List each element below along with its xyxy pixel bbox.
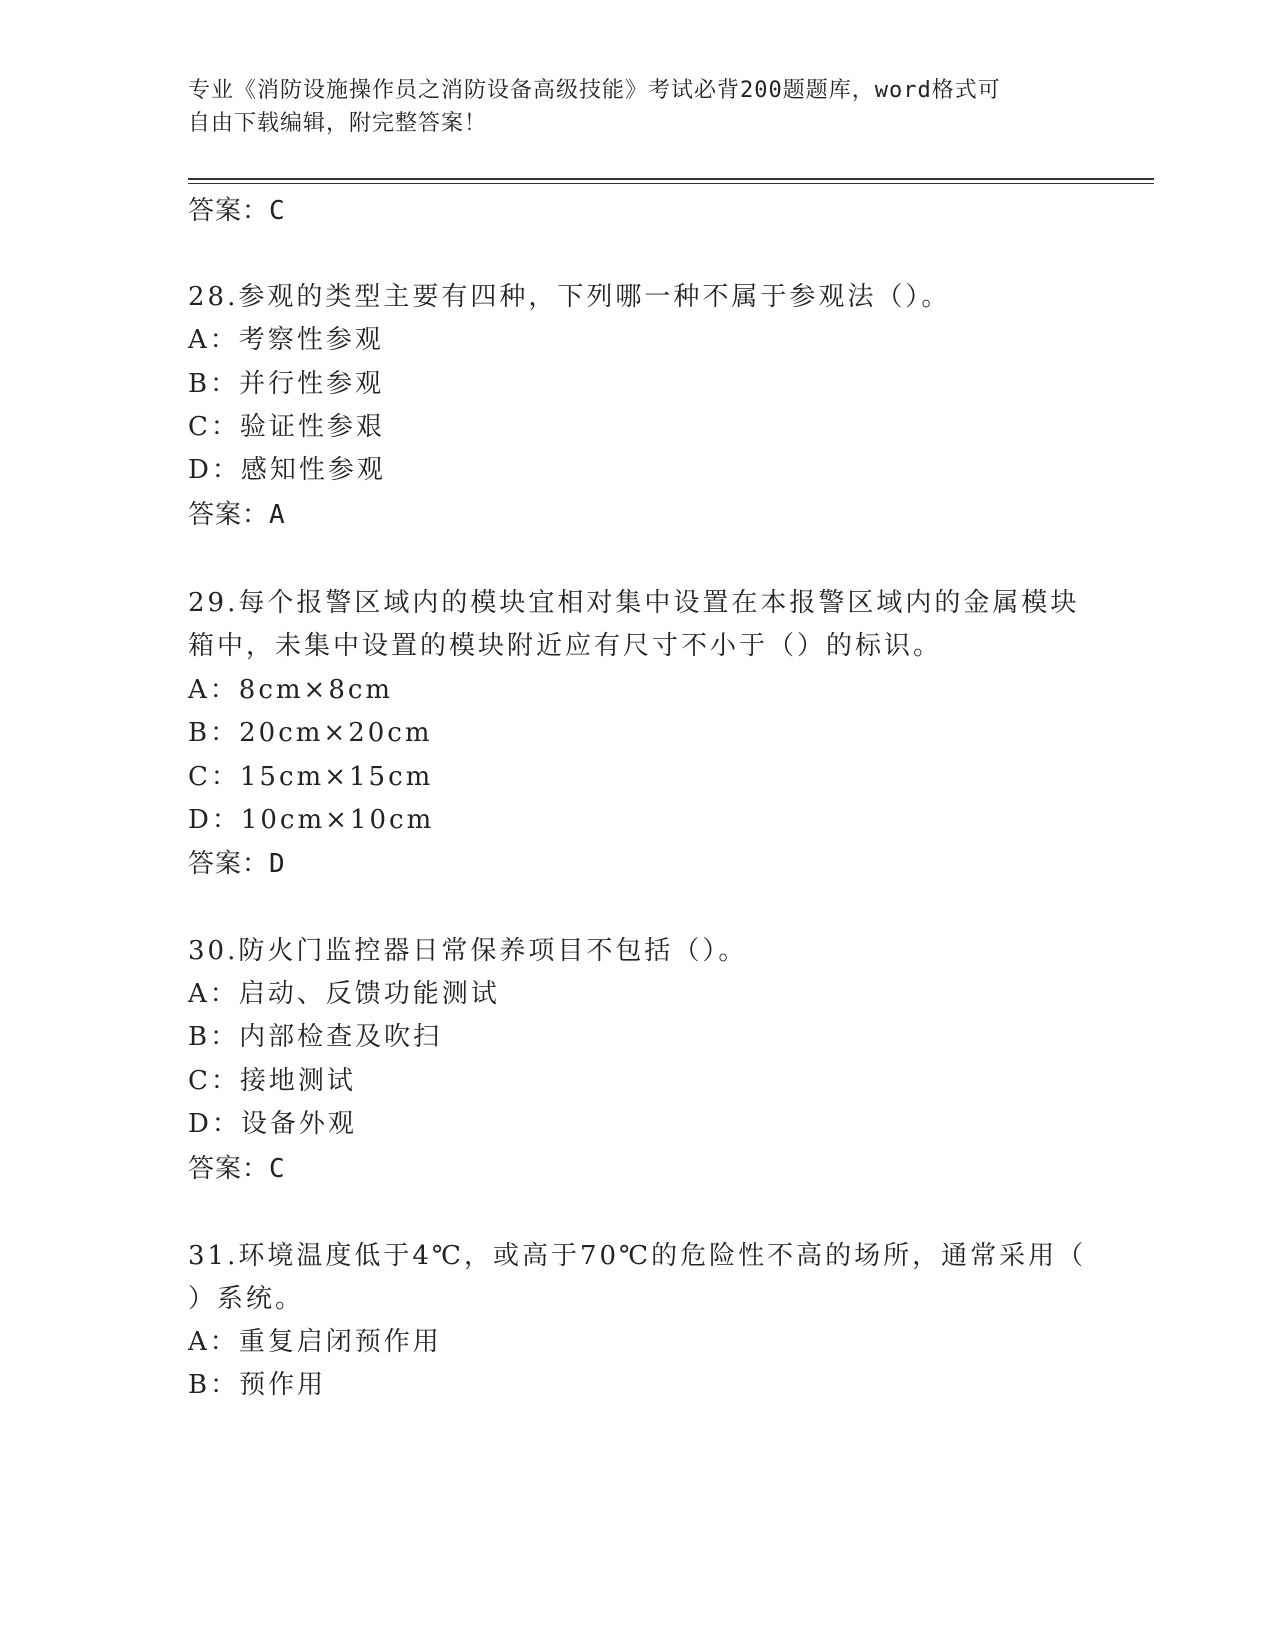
- question-29-stem-line-1: 29.每个报警区域内的模块宜相对集中设置在本报警区域内的金属模块: [188, 588, 1080, 618]
- question-28-option-c: C：验证性参艰: [188, 412, 385, 442]
- question-29-stem-line-2: 箱中，未集中设置的模块附近应有尺寸不小于（）的标识。: [188, 631, 943, 661]
- question-31-option-a: A：重复启闭预作用: [188, 1327, 442, 1357]
- question-28-option-b: B：并行性参观: [188, 369, 385, 399]
- question-30-option-d: D：设备外观: [188, 1109, 357, 1139]
- question-28-option-d: D：感知性参观: [188, 455, 386, 485]
- question-30-option-c: C：接地测试: [188, 1066, 356, 1096]
- question-29-option-b: B：20cm×20cm: [188, 718, 433, 748]
- question-30-option-a: A：启动、反馈功能测试: [188, 979, 500, 1009]
- question-30-answer: 答案：C: [188, 1154, 286, 1184]
- question-29-option-c: C：15cm×15cm: [188, 762, 434, 792]
- header-divider-thin: [188, 183, 1154, 184]
- question-28-answer: 答案：A: [188, 500, 286, 530]
- document-header: [188, 74, 1088, 140]
- header-line-2: 自由下载编辑，附完整答案！: [188, 111, 488, 136]
- question-28-stem: 28.参观的类型主要有四种，下列哪一种不属于参观法（）。: [188, 282, 951, 312]
- question-29-option-a: A：8cm×8cm: [188, 675, 394, 705]
- question-30-stem: 30.防火门监控器日常保养项目不包括（）。: [188, 936, 748, 966]
- header-divider-thick: [188, 178, 1154, 180]
- question-31-stem-line-2: ）系统。: [188, 1284, 305, 1314]
- header-line-1: 专业《消防设施操作员之消防设备高级技能》考试必背200题题库，word格式可: [188, 78, 1001, 103]
- previous-answer: 答案：C: [188, 196, 286, 226]
- question-28-option-a: A：考察性参观: [188, 325, 384, 355]
- question-29-option-d: D：10cm×10cm: [188, 805, 435, 835]
- question-29-answer: 答案：D: [188, 849, 286, 879]
- question-31-option-b: B：预作用: [188, 1370, 327, 1400]
- question-31-stem-line-1: 31.环境温度低于4℃，或高于70℃的危险性不高的场所，通常采用（: [188, 1241, 1087, 1271]
- question-30-option-b: B：内部检查及吹扫: [188, 1022, 443, 1052]
